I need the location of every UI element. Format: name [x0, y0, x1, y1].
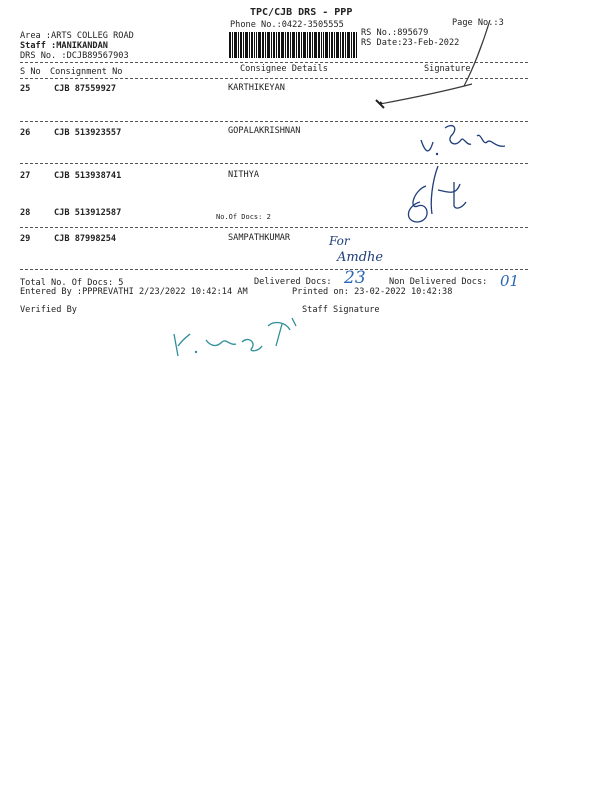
barcode-image — [229, 32, 357, 58]
area-label: Area :ARTS COLLEG ROAD — [20, 31, 134, 41]
signature-row-26 — [415, 118, 515, 168]
row-consignee: NITHYA — [228, 170, 260, 180]
row-consignee: GOPALAKRISHNAN — [228, 126, 301, 136]
row-sno: 25 — [20, 84, 31, 94]
column-header-consignment: Consignment No — [50, 67, 123, 77]
column-header-signature: Signature — [424, 64, 471, 74]
column-header-consignee: Consignee Details — [240, 64, 328, 74]
handwritten-for: For — [329, 234, 350, 248]
non-delivered-docs-label: Non Delivered Docs: — [389, 277, 488, 287]
signature-row-27-28 — [398, 162, 478, 228]
non-delivered-docs-handwritten: 01 — [500, 272, 520, 290]
row-consignment: CJB 87559927 — [54, 84, 117, 94]
page-number-handwritten-mark — [372, 16, 502, 116]
row-sno: 27 — [20, 171, 31, 181]
page-number: Page No.:3 — [452, 18, 504, 28]
verified-by-label: Verified By — [20, 305, 77, 315]
row-consignment: CJB 513912587 — [54, 208, 122, 218]
delivered-docs-handwritten: 23 — [344, 268, 366, 288]
staff-signature-handwritten — [168, 312, 318, 362]
row-consignee: KARTHIKEYAN — [228, 83, 285, 93]
row-sno: 29 — [20, 234, 31, 244]
column-header-sno: S No — [20, 67, 41, 77]
phone-number: Phone No.:0422-3505555 — [230, 20, 344, 30]
handwritten-name: Amdhe — [337, 250, 384, 265]
row-consignee: SAMPATHKUMAR — [228, 233, 291, 243]
row-consignment: CJB 87998254 — [54, 234, 117, 244]
row-sno: 28 — [20, 208, 31, 218]
delivered-docs-label: Delivered Docs: — [254, 277, 332, 287]
total-docs: Total No. Of Docs: 5 — [20, 278, 124, 288]
staff-label: Staff :MANIKANDAN — [20, 41, 108, 51]
staff-signature-label: Staff Signature — [302, 305, 380, 315]
document-title: TPC/CJB DRS - PPP — [250, 7, 353, 18]
row-consignment: CJB 513923557 — [54, 128, 122, 138]
printed-on: Printed on: 23-02-2022 10:42:38 — [292, 287, 453, 297]
table-bottom-divider — [20, 269, 528, 270]
drs-number: DRS No. :DCJB89567903 — [20, 51, 129, 61]
row-sno: 26 — [20, 128, 31, 138]
rs-number: RS No.:895679 — [361, 28, 429, 38]
row-consignment: CJB 513938741 — [54, 171, 122, 181]
entered-by: Entered By :PPPREVATHI 2/23/2022 10:42:14 AM — [20, 287, 248, 297]
rs-date: RS Date:23-Feb-2022 — [361, 38, 460, 48]
row-consignee: No.Of Docs: 2 — [216, 213, 271, 221]
